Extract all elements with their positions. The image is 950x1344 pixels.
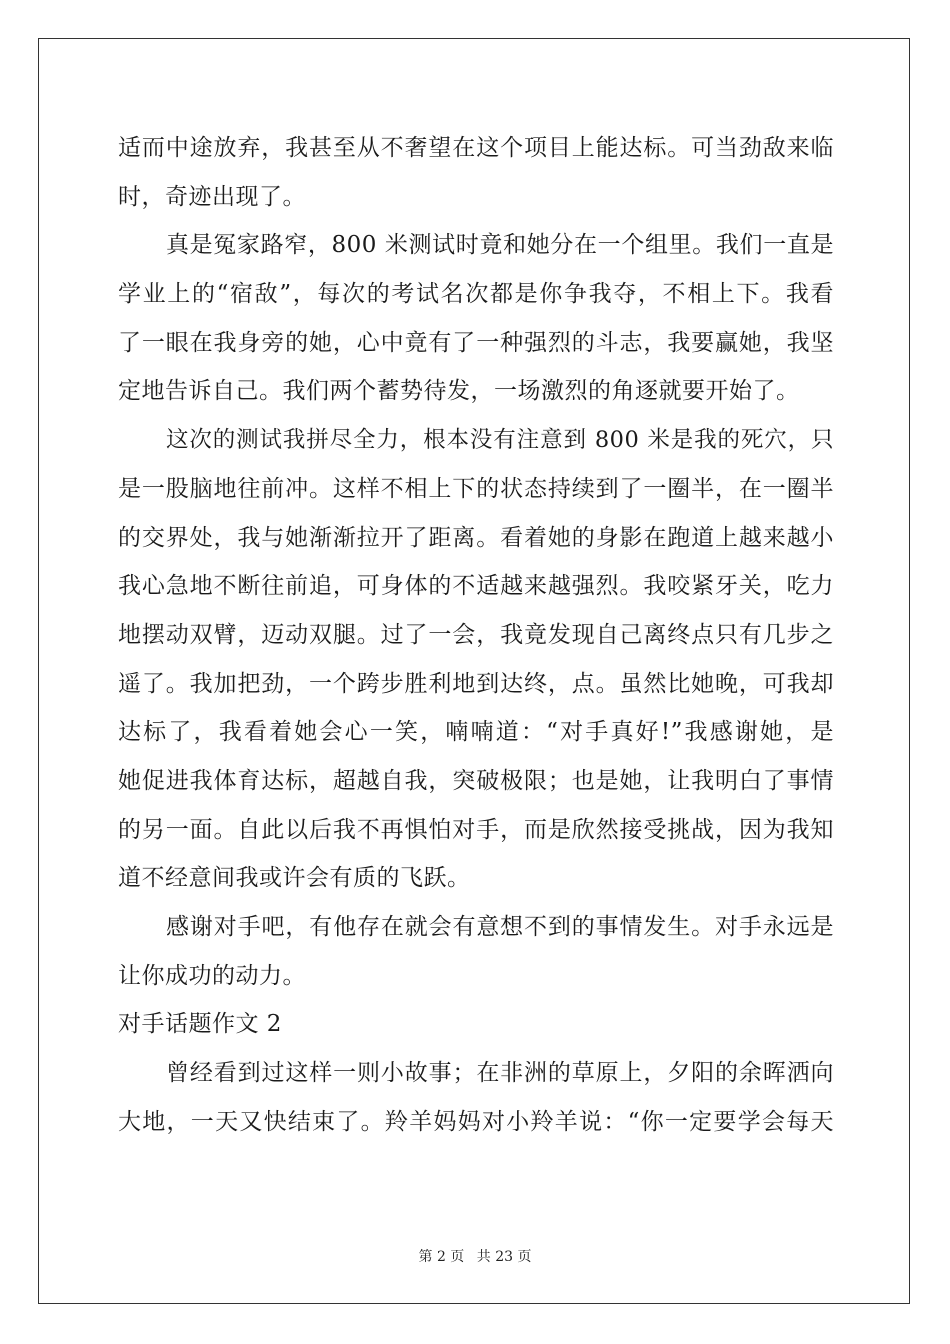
text-line: 大地，一天又快结束了。羚羊妈妈对小羚羊说：“你一定要学会每天 bbox=[118, 1108, 834, 1135]
page-number: 第 2 页 bbox=[418, 1249, 465, 1265]
page-total: 共 23 页 bbox=[476, 1249, 532, 1265]
text-line: 时，奇迹出现了。 bbox=[118, 183, 306, 210]
text-line: 学业上的“宿敌”，每次的考试名次都是你争我夺，不相上下。我看 bbox=[118, 281, 834, 308]
text-line: 感谢对手吧，有他存在就会有意想不到的事情发生。对手永远是 bbox=[166, 914, 834, 940]
text-line: 我心急地不断往前追，可身体的不适越来越强烈。我咬紧牙关，吃力 bbox=[118, 573, 834, 600]
text-line: 了一眼在我身旁的她，心中竟有了一种强烈的斗志，我要赢她，我坚 bbox=[118, 329, 834, 356]
text-line: 曾经看到过这样一则小故事；在非洲的草原上，夕阳的余晖洒向 bbox=[166, 1060, 834, 1087]
document-body bbox=[118, 124, 834, 1146]
section-heading: 对手话题作文 2 bbox=[118, 1011, 282, 1038]
text-line: 达标了，我看着她会心一笑，喃喃道：“对手真好!”我感谢她，是 bbox=[118, 719, 834, 746]
text-line: 是一股脑地往前冲。这样不相上下的状态持续到了一圈半，在一圈半 bbox=[118, 475, 834, 502]
text-line: 这次的测试我拼尽全力，根本没有注意到 800 米是我的死穴，只 bbox=[166, 427, 834, 454]
text-line: 的交界处，我与她渐渐拉开了距离。看着她的身影在跑道上越来越小 bbox=[118, 524, 834, 551]
text-line: 的另一面。自此以后我不再惧怕对手，而是欣然接受挑战，因为我知 bbox=[118, 816, 834, 843]
page-footer bbox=[0, 1246, 950, 1266]
text-line: 道不经意间我或许会有质的飞跃。 bbox=[118, 865, 471, 892]
text-line: 让你成功的动力。 bbox=[118, 962, 306, 989]
text-line: 定地告诉自己。我们两个蓄势待发，一场激烈的角逐就要开始了。 bbox=[118, 378, 800, 405]
text-line: 遥了。我加把劲，一个跨步胜利地到达终，点。虽然比她晚，可我却 bbox=[118, 670, 834, 697]
text-line: 她促进我体育达标，超越自我，突破极限；也是她，让我明白了事情 bbox=[118, 767, 834, 794]
text-line: 适而中途放弃，我甚至从不奢望在这个项目上能达标。可当劲敌来临 bbox=[118, 135, 834, 161]
text-line: 地摆动双臂，迈动双腿。过了一会，我竟发现自己离终点只有几步之 bbox=[118, 621, 834, 648]
text-line: 真是冤家路窄，800 米测试时竟和她分在一个组里。我们一直是 bbox=[166, 232, 834, 259]
